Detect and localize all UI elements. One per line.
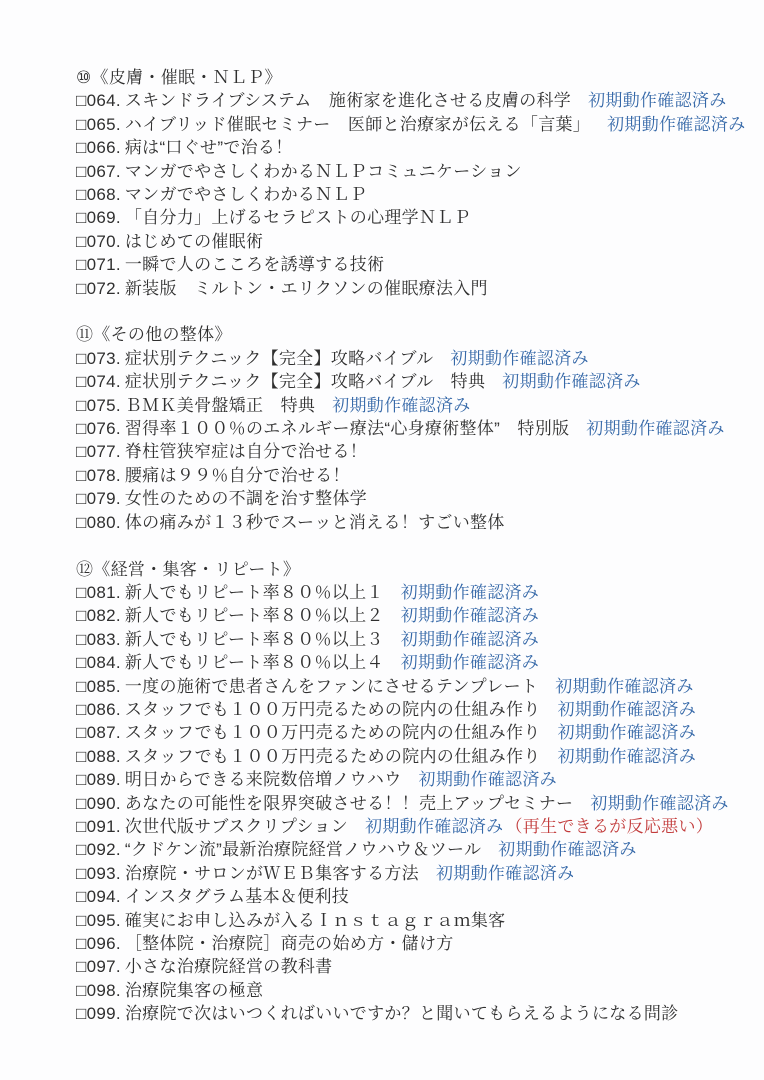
item-title: マンガでやさしくわかるＮＬＰコミュニケーション — [124, 161, 522, 181]
item-number: 087. — [86, 723, 121, 743]
checkbox-icon: □ — [76, 629, 87, 649]
item-number: 077. — [86, 442, 121, 462]
item-title: 病は“口ぐせ”で治る！ — [124, 138, 293, 158]
list-item — [76, 347, 754, 370]
item-title: スタッフでも１００万円売るための院内の仕組み作り — [124, 699, 541, 719]
item-title: “クドケン流”最新治療院経営ノウハウ＆ツール — [124, 840, 482, 860]
section-heading: ⑩《皮膚・催眠・ＮＬＰ》 — [76, 68, 282, 87]
item-title: 一度の施術で患者さんをファンにさせるテンプレート — [124, 676, 539, 696]
status-confirmed-label: 初期動作確認済み — [400, 606, 540, 626]
checkbox-icon: □ — [76, 653, 87, 673]
checkbox-icon: □ — [76, 231, 87, 251]
item-number: 086. — [86, 699, 121, 719]
item-number: 092. — [86, 840, 121, 860]
item-title: 治療院で次はいつくればいいですか？と聞いてもらえるようになる問診 — [124, 1004, 679, 1024]
list-item — [76, 838, 754, 861]
checkbox-icon: □ — [76, 185, 87, 205]
status-confirmed-label: 初期動作確認済み — [365, 816, 504, 836]
status-confirmed-label: 初期動作確認済み — [557, 699, 696, 719]
item-number: 072. — [86, 278, 121, 298]
item-number: 093. — [86, 863, 121, 883]
list-item — [76, 792, 754, 815]
list-item — [76, 581, 754, 604]
item-title: 明日からできる来院数倍増ノウハウ — [124, 770, 402, 790]
list-item — [76, 277, 754, 300]
dvd-checklist — [76, 66, 754, 1026]
item-title: スタッフでも１００万円売るための院内の仕組み作り — [124, 723, 541, 743]
checkbox-icon: □ — [76, 465, 87, 485]
list-item — [76, 885, 754, 908]
item-number: 070. — [86, 231, 121, 251]
item-title: 小さな治療院経営の教科書 — [124, 957, 333, 977]
item-title: 「自分力」上げるセラピストの心理学ＮＬＰ — [124, 208, 471, 228]
list-item — [76, 979, 754, 1002]
status-confirmed-label: 初期動作確認済み — [435, 863, 575, 883]
list-item — [76, 651, 754, 674]
list-item — [76, 698, 754, 721]
item-title: 腰痛は９９％自分で治せる！ — [124, 465, 350, 485]
item-title: マンガでやさしくわかるＮＬＰ — [124, 185, 368, 205]
checkbox-icon: □ — [76, 512, 87, 532]
list-item — [76, 909, 754, 932]
checkbox-icon: □ — [76, 887, 87, 907]
item-number: 083. — [86, 629, 121, 649]
checkbox-icon: □ — [76, 278, 87, 298]
item-number: 081. — [86, 582, 121, 602]
item-title: 治療院・サロンがＷＥＢ集客する方法 — [124, 863, 419, 883]
item-title: 新人でもリピート率８０％以上３ — [124, 629, 384, 649]
item-title: 新人でもリピート率８０％以上４ — [124, 653, 384, 673]
checkbox-icon: □ — [76, 138, 87, 158]
list-item — [76, 113, 754, 136]
list-item — [76, 230, 754, 253]
status-confirmed-label: 初期動作確認済み — [498, 840, 637, 860]
checkbox-icon: □ — [76, 934, 87, 953]
item-title: 新人でもリピート率８０％以上１ — [124, 582, 384, 602]
checkbox-icon: □ — [76, 723, 87, 743]
checkbox-icon: □ — [76, 840, 87, 860]
list-item — [76, 745, 754, 768]
list-item — [76, 628, 754, 651]
item-title: 症状別テクニック【完全】攻略バイブル — [124, 348, 434, 368]
item-title: スタッフでも１００万円売るための院内の仕組み作り — [124, 746, 541, 766]
list-item — [76, 440, 754, 463]
item-number: 099. — [86, 1004, 121, 1024]
list-item — [76, 721, 754, 744]
item-title: はじめての催眠術 — [124, 231, 264, 251]
list-item — [76, 206, 754, 229]
checkbox-icon: □ — [76, 348, 87, 368]
list-item — [76, 768, 754, 791]
item-number: 090. — [86, 793, 121, 813]
checkbox-icon: □ — [76, 161, 87, 181]
list-item — [76, 253, 754, 276]
item-number: 079. — [86, 489, 121, 509]
item-title: 症状別テクニック【完全】攻略バイブル 特典 — [124, 372, 486, 392]
status-confirmed-label: 初期動作確認済み — [557, 723, 696, 743]
checkbox-icon: □ — [76, 208, 87, 228]
item-number: 080. — [86, 512, 121, 532]
item-title: 次世代版サブスクリプション — [124, 816, 349, 836]
checkbox-icon: □ — [76, 442, 87, 462]
item-number: 074. — [86, 372, 121, 392]
list-item — [76, 370, 754, 393]
list-item — [76, 464, 754, 487]
item-number: 084. — [86, 653, 121, 673]
checkbox-icon: □ — [76, 419, 87, 439]
checkbox-icon: □ — [76, 114, 87, 134]
item-number: 076. — [86, 419, 121, 439]
checkbox-icon: □ — [76, 489, 87, 509]
item-title: 治療院集客の極意 — [124, 980, 264, 1000]
item-title: 体の痛みが１３秒でスーッと消える！すごい整体 — [124, 512, 505, 532]
checkbox-icon: □ — [76, 699, 87, 719]
section-heading: ⑪《その他の整体》 — [76, 325, 232, 345]
status-confirmed-label: 初期動作確認済み — [400, 582, 540, 602]
checkbox-icon: □ — [76, 770, 87, 790]
status-confirmed-label: 初期動作確認済み — [332, 395, 471, 415]
status-confirmed-label: 初期動作確認済み — [607, 114, 746, 134]
checkbox-icon: □ — [76, 957, 87, 977]
item-title: スキンドライブシステム 施術家を進化させる皮膚の科学 — [124, 91, 572, 111]
checkbox-icon: □ — [76, 676, 87, 696]
item-number: 067. — [86, 161, 121, 181]
checkbox-icon: □ — [76, 910, 87, 930]
item-number: 097. — [86, 957, 121, 977]
item-number: 091. — [86, 816, 121, 836]
item-title: あなたの可能性を限界突破させる！！売上アップセミナー — [124, 793, 574, 813]
item-title: ハイブリッド催眠セミナー 医師と治療家が伝える「言葉」 — [124, 114, 591, 134]
checkbox-icon: □ — [76, 746, 87, 766]
item-number: 071. — [86, 255, 121, 275]
status-confirmed-label: 初期動作確認済み — [502, 372, 641, 392]
checkbox-icon: □ — [76, 582, 87, 602]
list-item — [76, 932, 754, 955]
status-confirmed-label: 初期動作確認済み — [555, 676, 694, 696]
item-number: 088. — [86, 746, 121, 766]
item-number: 069. — [86, 208, 121, 228]
list-item — [76, 955, 754, 978]
checkbox-icon: □ — [76, 863, 87, 883]
item-title: 習得率１００％のエネルギー療法“心身療術整体” 特別版 — [124, 419, 570, 439]
checkbox-icon: □ — [76, 91, 87, 111]
item-title: 確実にお申し込みが入るＩｎｓｔａｇｒａｍ集客 — [124, 910, 506, 930]
item-number: 089. — [86, 770, 121, 790]
item-number: 066. — [86, 138, 121, 158]
list-item — [76, 604, 754, 627]
list-item — [76, 417, 754, 440]
item-number: 064. — [86, 91, 121, 111]
item-number: 094. — [86, 887, 121, 907]
item-title: インスタグラム基本＆便利技 — [124, 887, 350, 907]
list-item — [76, 511, 754, 534]
list-item — [76, 394, 754, 417]
item-number: 098. — [86, 980, 121, 1000]
status-confirmed-label: 初期動作確認済み — [586, 419, 725, 439]
checkbox-icon: □ — [76, 1004, 87, 1024]
status-confirmed-label: 初期動作確認済み — [450, 348, 589, 368]
list-item — [76, 815, 754, 838]
checkbox-icon: □ — [76, 793, 87, 813]
list-item — [76, 160, 754, 183]
item-number: 082. — [86, 606, 121, 626]
checkbox-icon: □ — [76, 816, 87, 836]
item-number: 085. — [86, 676, 121, 696]
status-confirmed-label: 初期動作確認済み — [588, 91, 727, 111]
section-heading: ⑫《経営・集客・リピート》 — [76, 559, 301, 579]
list-item — [76, 675, 754, 698]
item-number: 078. — [86, 465, 121, 485]
checkbox-icon: □ — [76, 606, 87, 626]
item-title: 新装版 ミルトン・エリクソンの催眠療法入門 — [124, 278, 488, 298]
item-number: 065. — [86, 114, 121, 134]
status-confirmed-label: 初期動作確認済み — [557, 746, 696, 766]
list-item — [76, 1002, 754, 1025]
list-item — [76, 862, 754, 885]
item-title: 新人でもリピート率８０％以上２ — [124, 606, 384, 626]
item-title: ＢＭＫ美骨盤矯正 特典 — [124, 395, 316, 415]
item-title: 女性のための不調を治す整体学 — [124, 489, 368, 509]
item-number: 096. — [86, 934, 121, 953]
list-item — [76, 89, 754, 112]
status-confirmed-label: 初期動作確認済み — [590, 793, 729, 813]
status-confirmed-label: 初期動作確認済み — [418, 770, 557, 790]
item-number: 068. — [86, 185, 121, 205]
item-title: 一瞬で人のこころを誘導する技術 — [124, 255, 385, 275]
item-note: （再生できるが反応悪い） — [505, 816, 714, 836]
item-number: 095. — [86, 910, 121, 930]
item-title: ［整体院・治療院］商売の始め方・儲け方 — [124, 934, 454, 953]
item-title: 脊柱管狭窄症は自分で治せる！ — [124, 442, 368, 462]
checkbox-icon: □ — [76, 980, 87, 1000]
list-item — [76, 136, 754, 159]
checkbox-icon: □ — [76, 395, 87, 415]
list-item — [76, 487, 754, 510]
item-number: 075. — [86, 395, 121, 415]
item-number: 073. — [86, 348, 121, 368]
checkbox-icon: □ — [76, 255, 87, 275]
status-confirmed-label: 初期動作確認済み — [400, 629, 540, 649]
checkbox-icon: □ — [76, 372, 87, 392]
status-confirmed-label: 初期動作確認済み — [400, 653, 540, 673]
list-item — [76, 183, 754, 206]
